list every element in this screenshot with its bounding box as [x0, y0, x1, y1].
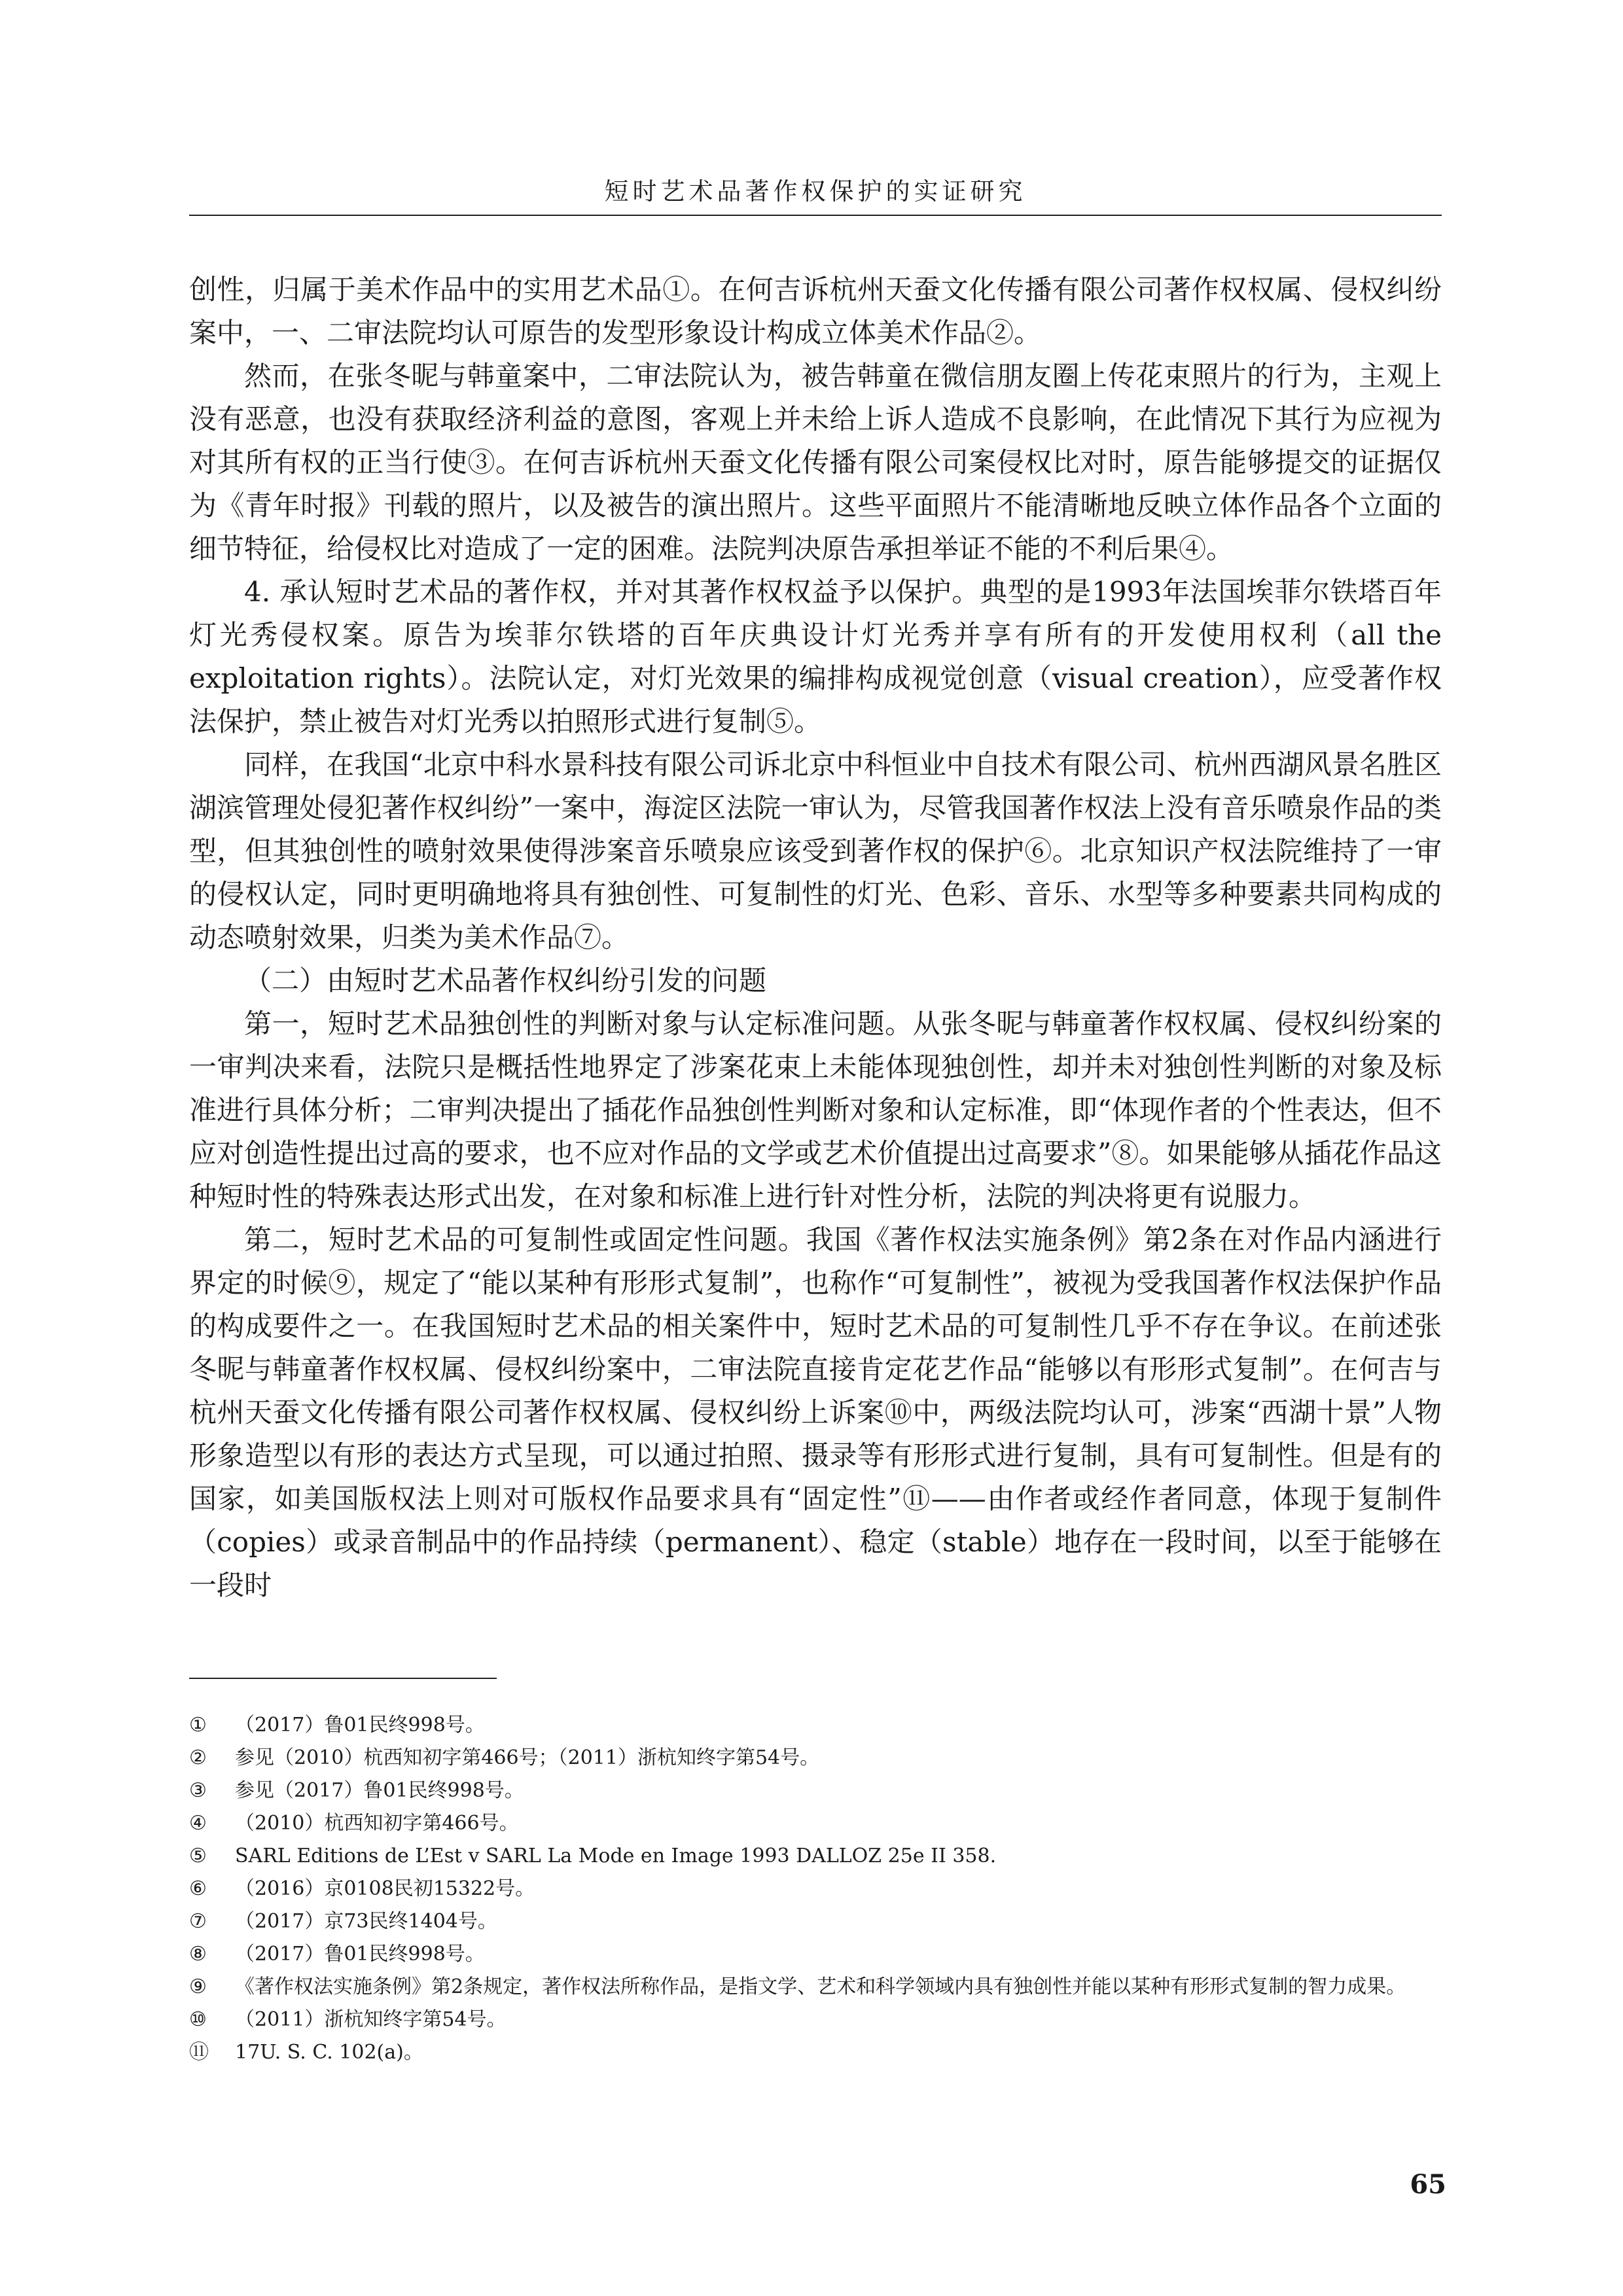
footnote-mark: ⑪: [189, 2041, 209, 2064]
page-number: 65: [1410, 2169, 1446, 2200]
footnote-mark: ⑩: [189, 2008, 207, 2031]
footnote-item: [189, 1742, 1442, 1775]
footnote-text: 参见（2010）杭西知初字第466号；（2011）浙杭知终字第54号。: [235, 1746, 820, 1769]
body-paragraph: 第二，短时艺术品的可复制性或固定性问题。我国《著作权法实施条例》第2条在对作品内涵进行界定的时候⑨，规定了“能以某种有形形式复制”，也称作“可复制性”，被视为受我国著作权法保护作品的构成要件之一。在我国短时艺术品的相关案件中，短时艺术品的可复制性几乎不存在争议。在前述张冬昵与韩童著作权权属、侵权纠纷案中，二审法院直接肯定花艺作品“能够以有形形式复制”。在何吉与杭州天蚕文化传播有限公司著作权权属、侵权纠纷上诉案⑩中，两级法院均认可，涉案“西湖十景”人物形象造型以有形的表达方式呈现，可以通过拍照、摄录等有形形式进行复制，具有可复制性。但是有的国家，如美国版权法上则对可版权作品要求具有“固定性”⑪——由作者或经作者同意，体现于复制件（copies）或录音制品中的作品持续（permanent）、稳定（stable）地存在一段时间，以至于能够在一段时: [189, 1224, 1442, 1601]
footnote-item: [189, 1938, 1442, 1971]
footnote-text: 《著作权法实施条例》第2条规定，著作权法所称作品，是指文学、艺术和科学领域内具有独创性并能以某种有形形式复制的智力成果。: [235, 1975, 1406, 1998]
footnote-mark: ②: [189, 1746, 207, 1769]
footnote-item: [189, 1775, 1442, 1807]
body-paragraph: 创性，归属于美术作品中的实用艺术品①。在何吉诉杭州天蚕文化传播有限公司著作权权属、侵权纠纷案中，一、二审法院均认可原告的发型形象设计构成立体美术作品②。: [189, 274, 1442, 349]
footnote-text: SARL Editions de L’Est v SARL La Mode en Image 1993 DALLOZ 25e II 358.: [235, 1845, 997, 1867]
footnote-text: （2017）京73民终1404号。: [235, 1910, 497, 1933]
footnote-item: [189, 1840, 1442, 1873]
footnote-item: [189, 1905, 1442, 1938]
footnote-mark: ①: [189, 1714, 207, 1737]
footnote-item: [189, 1971, 1442, 2004]
header-rule: [189, 215, 1442, 216]
footnote-item: [189, 2004, 1442, 2036]
footnote-mark: ③: [189, 1779, 207, 1802]
footnote-text: （2010）杭西知初字第466号。: [235, 1812, 519, 1835]
footnote-item: [189, 1873, 1442, 1905]
footnote-mark: ⑥: [189, 1877, 207, 1900]
running-title: 短时艺术品著作权保护的实证研究: [604, 177, 1027, 205]
footnote-mark: ④: [189, 1812, 207, 1835]
footnote-text: （2016）京0108民初15322号。: [235, 1877, 535, 1900]
body-text: [189, 268, 1442, 1607]
body-paragraph: 第一，短时艺术品独创性的判断对象与认定标准问题。从张冬昵与韩童著作权权属、侵权纠纷案的一审判决来看，法院只是概括性地界定了涉案花束上未能体现独创性，却并未对独创性判断的对象及标准进行具体分析；二审判决提出了插花作品独创性判断对象和认定标准，即“体现作者的个性表达，但不应对创造性提出过高的要求，也不应对作品的文学或艺术价值提出过高要求”⑧。如果能够从插花作品这种短时性的特殊表达形式出发，在对象和标准上进行针对性分析，法院的判决将更有说服力。: [189, 1008, 1442, 1212]
footnote-text: 参见（2017）鲁01民终998号。: [235, 1779, 524, 1802]
footnote-mark: ⑧: [189, 1943, 207, 1966]
footnote-text: 17U. S. C. 102(a)。: [235, 2041, 423, 2064]
footnote-mark: ⑨: [189, 1975, 207, 1998]
body-paragraph: 4. 承认短时艺术品的著作权，并对其著作权权益予以保护。典型的是1993年法国埃菲尔铁塔百年灯光秀侵权案。原告为埃菲尔铁塔的百年庆典设计灯光秀并享有所有的开发使用权利（all the exploitation rights）。法院认定，对灯光效果的编排构成视觉创意（visual creation），应受著作权法保护，禁止被告对灯光秀以拍照形式进行复制⑤。: [189, 576, 1442, 737]
footnotes: [189, 1709, 1442, 2069]
body-paragraph: 然而，在张冬昵与韩童案中，二审法院认为，被告韩童在微信朋友圈上传花束照片的行为，主观上没有恶意，也没有获取经济利益的意图，客观上并未给上诉人造成不良影响，在此情况下其行为应视为对其所有权的正当行使③。在何吉诉杭州天蚕文化传播有限公司案侵权比对时，原告能够提交的证据仅为《青年时报》刊载的照片，以及被告的演出照片。这些平面照片不能清晰地反映立体作品各个立面的细节特征，给侵权比对造成了一定的困难。法院判决原告承担举证不能的不利后果④。: [189, 360, 1442, 565]
footnote-text: （2011）浙杭知终字第54号。: [235, 2008, 507, 2031]
footnote-item: [189, 1807, 1442, 1840]
footnote-mark: ⑤: [189, 1845, 207, 1867]
footnote-mark: ⑦: [189, 1910, 207, 1933]
section-heading: （二）由短时艺术品著作权纠纷引发的问题: [244, 964, 767, 997]
footnote-text: （2017）鲁01民终998号。: [235, 1943, 485, 1966]
footnote-text: （2017）鲁01民终998号。: [235, 1714, 485, 1737]
footnote-item: [189, 2036, 1442, 2069]
footnote-item: [189, 1709, 1442, 1742]
footnote-rule: [189, 1678, 497, 1679]
body-paragraph: 同样，在我国“北京中科水景科技有限公司诉北京中科恒业中自技术有限公司、杭州西湖风景名胜区湖滨管理处侵犯著作权纠纷”一案中，海淀区法院一审认为，尽管我国著作权法上没有音乐喷泉作品的类型，但其独创性的喷射效果使得涉案音乐喷泉应该受到著作权的保护⑥。北京知识产权法院维持了一审的侵权认定，同时更明确地将具有独创性、可复制性的灯光、色彩、音乐、水型等多种要素共同构成的动态喷射效果，归类为美术作品⑦。: [189, 749, 1442, 953]
